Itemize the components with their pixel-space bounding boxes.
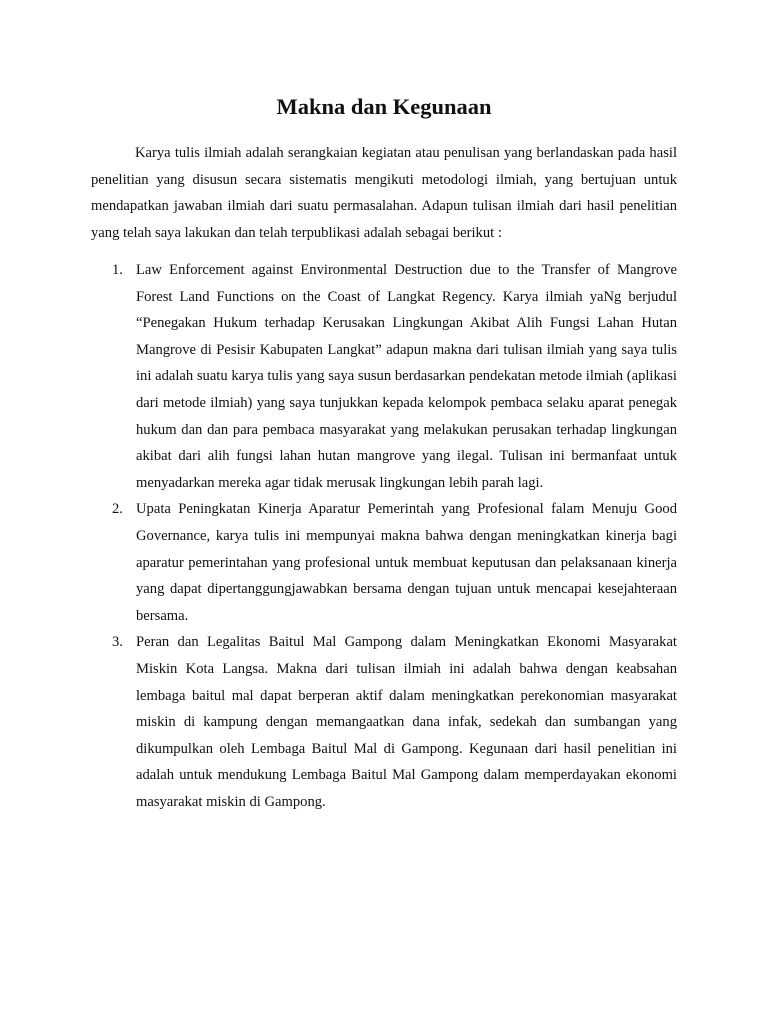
list-item-text: Peran dan Legalitas Baitul Mal Gampong dalam Meningkatkan Ekonomi Masyarakat Miskin Kota Langsa. Makna dari tulisan ilmiah ini adalah bahwa dengan keabsahan lembaga baitul mal dapat berperan aktif dalam meningkatkan perekonomian masyarakat miskin di kampung dengan memangaatkan dana infak, sedekah dan sumbangan yang dikumpulkan oleh Lembaga Baitul Mal di Gampong. Kegunaan dari hasil penelitian ini adalah untuk mendukung Lembaga Baitul Mal Gampong dalam memperdayakan ekonomi masyarakat miskin di Gampong. (136, 634, 677, 810)
list-item (91, 629, 677, 815)
list-item-number: 3. (112, 634, 123, 651)
intro-paragraph: Karya tulis ilmiah adalah serangkaian kegiatan atau penulisan yang berlandaskan pada hasil penelitian yang disusun secara sistematis mengikuti metodologi ilmiah, yang bertujuan untuk mendapatkan jawaban ilmiah dari suatu permasalahan. Adapun tulisan ilmiah dari hasil penelitian yang telah saya lakukan dan telah terpublikasi adalah sebagai berikut : (91, 145, 677, 241)
list-item (91, 257, 677, 496)
publication-list (91, 257, 677, 815)
list-item (91, 496, 677, 629)
list-item-text: Law Enforcement against Environmental Destruction due to the Transfer of Mangrove Forest Land Functions on the Coast of Langkat Regency. Karya ilmiah yaNg berjudul “Penegakan Hukum terhadap Kerusakan Lingkungan Akibat Alih Fungsi Lahan Hutan Mangrove di Pesisir Kabupaten Langkat” adapun makna dari tulisan ilmiah yang saya tulis ini adalah suatu karya tulis yang saya susun berdasarkan pendekatan metode ilmiah (aplikasi dari metode ilmiah) yang saya tunjukkan kepada kelompok pembaca selaku aparat penegak hukum dan dan para pembaca masyarakat yang melakukan perusakan terhadap lingkungan akibat dari alih fungsi lahan hutan mangrove yang ilegal. Tulisan ini bermanfaat untuk menyadarkan mereka agar tidak merusak lingkungan lebih parah lagi. (136, 262, 677, 491)
list-item-number: 1. (112, 262, 123, 278)
page-title: Makna dan Kegunaan (276, 94, 492, 119)
list-item-text: Upata Peningkatan Kinerja Aparatur Pemerintah yang Profesional falam Menuju Good Governance, karya tulis ini mempunyai makna bahwa dengan meningkatkan kinerja bagi aparatur pemerintahan yang profesional untuk membuat keputusan dan pelaksanaan kinerja yang dapat dipertanggungjawabkan bersama dengan tujuan untuk mencapai kesejahteraan bersama. (136, 501, 677, 624)
list-item-number: 2. (112, 501, 123, 518)
